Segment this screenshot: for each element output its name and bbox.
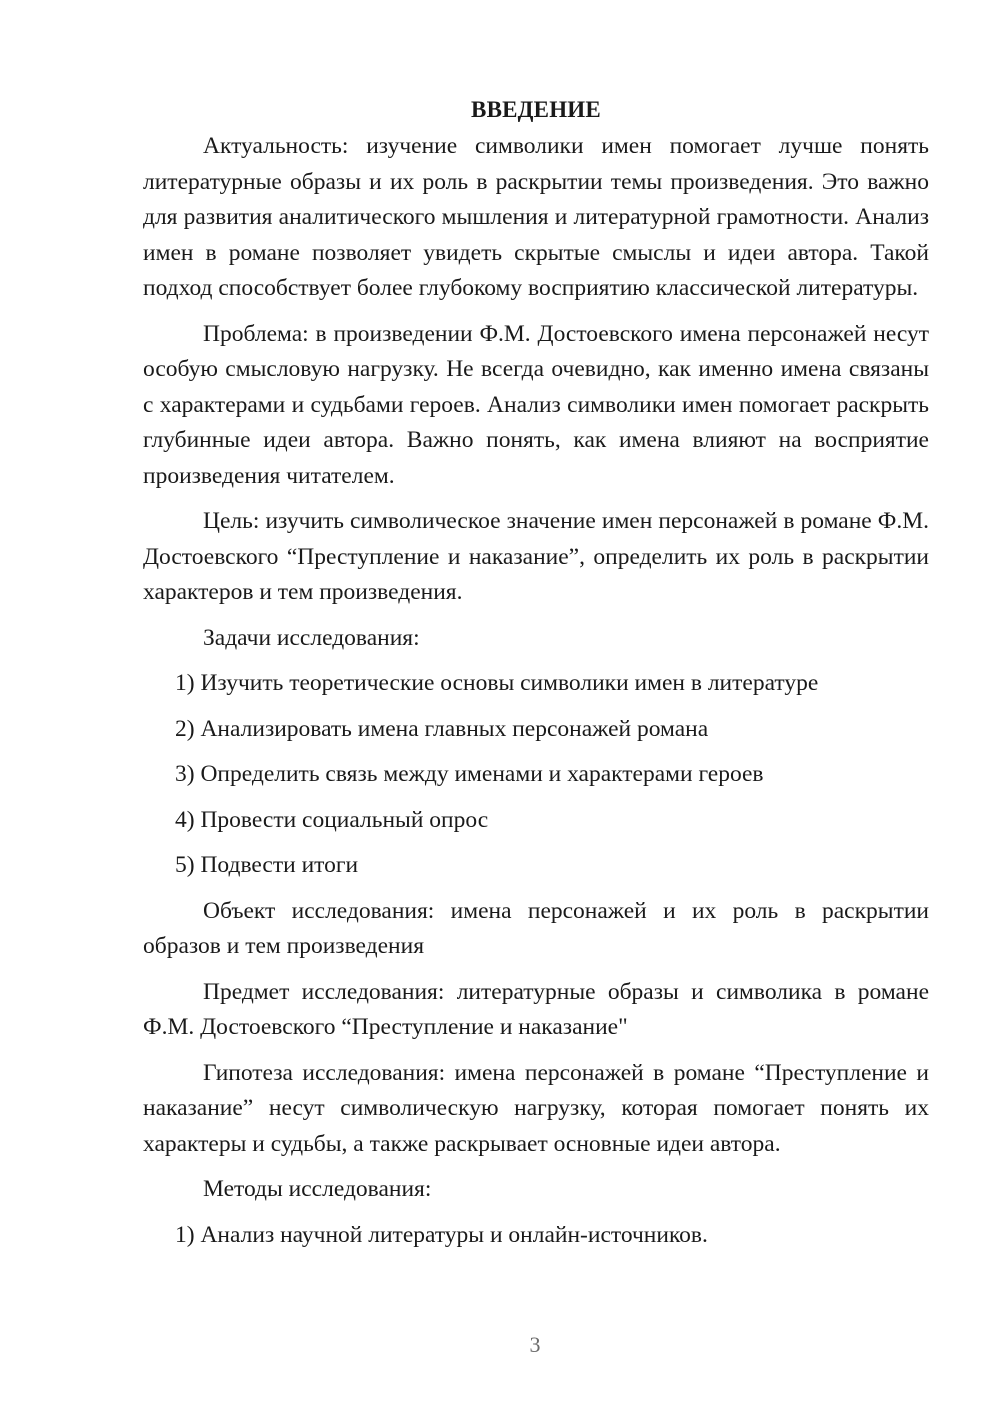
methods-list — [143, 1218, 929, 1254]
task-item: 4) Провести социальный опрос — [175, 806, 489, 833]
methods-label: Методы исследования: — [203, 1176, 432, 1202]
task-item: 3) Определить связь между именами и характерами героев — [175, 761, 764, 787]
method-item: 1) Анализ научной литературы и онлайн-источников. — [175, 1221, 708, 1248]
tasks-label: Задачи исследования: — [203, 624, 420, 651]
goal-paragraph: Цель: изучить символическое значение имен персонажей в романе Ф.М. Достоевского “Преступление и наказание”, определить их роль в раскрытии характеров и тем произведения. — [143, 508, 929, 605]
hypothesis-paragraph: Гипотеза исследования: имена персонажей в романе “Преступление и наказание” несут символическую нагрузку, которая помогает понять их характеры и судьбы, а также раскрывает основные идеи автора. — [143, 1059, 929, 1157]
task-item: 5) Подвести итоги — [175, 852, 359, 878]
relevance-paragraph: Актуальность: изучение символики имен помогает лучше понять литературные образы и их роль в раскрытии темы произведения. Это важно для развития аналитического мышления и литературной грамотности. Анализ имен в романе позволяет увидеть скрытые смыслы и идеи автора. Такой подход способствует более глубокому восприятию классической литературы. — [143, 133, 929, 301]
page-content — [143, 92, 929, 1263]
subject-paragraph: Предмет исследования: литературные образы и символика в романе Ф.М. Достоевского “Преступление и наказание" — [143, 978, 929, 1040]
task-item: 2) Анализировать имена главных персонажей романа — [175, 715, 709, 742]
problem-paragraph: Проблема: в произведении Ф.М. Достоевского имена персонажей несут особую смысловую нагрузку. Не всегда очевидно, как именно имена связаны с характерами и судьбами героев. Анализ символики имен помогает раскрыть глубинные идеи автора. Важно понять, как имена влияют на восприятие произведения читателем. — [143, 320, 929, 489]
page-number: 3 — [529, 1332, 541, 1357]
tasks-list — [143, 666, 929, 884]
object-paragraph: Объект исследования: имена персонажей и их роль в раскрытии образов и тем произведения — [143, 897, 929, 959]
task-item: 1) Изучить теоретические основы символики имен в литературе — [175, 670, 819, 696]
section-heading: ВВЕДЕНИЕ — [471, 97, 601, 122]
